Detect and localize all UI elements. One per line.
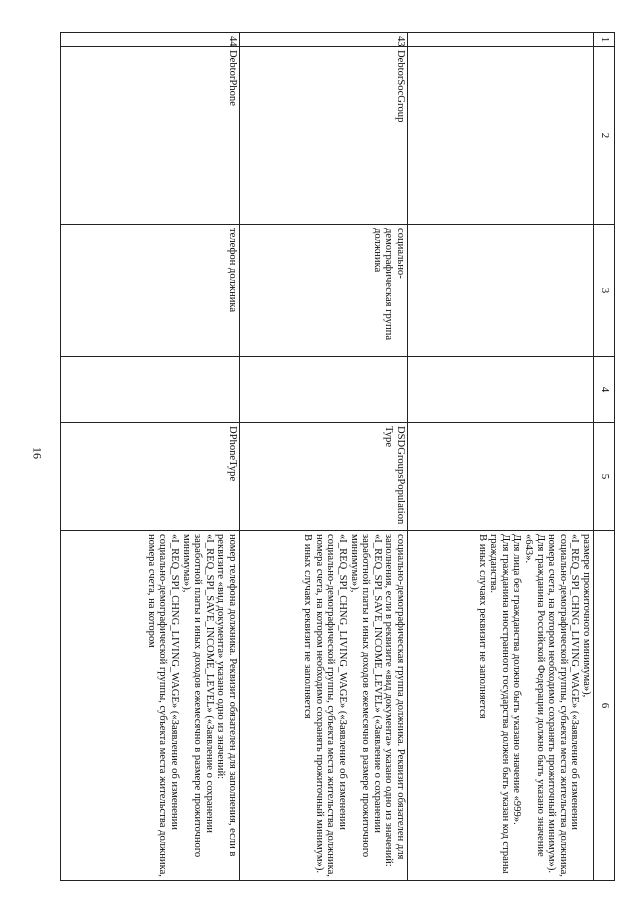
desc-line: «I_REQ_SPI_SAVE_INCOME_LEVEL» («Заявление о сохранении заработной платы и иных доходов ежемесячно в размере прожиточного минимума»),: [348, 534, 383, 858]
desc-line: Для гражданина Российской Федерации должно быть указано значение «643».: [523, 534, 546, 857]
header-cell: 4: [594, 357, 615, 423]
field-type: DSDGroupsPopulationType: [240, 423, 408, 531]
page-number: 16: [30, 447, 45, 459]
table-row: [408, 33, 594, 881]
desc-line: социально-демографическая группа должника. Реквизит обязателен для заполнения, если в реквизите «вид документа» указано одно из значений:: [383, 534, 406, 867]
desc-line: В иных случаях реквизит не заполняется: [476, 534, 488, 719]
field-type: [408, 423, 594, 531]
field-col4: [408, 357, 594, 423]
header-row: [594, 33, 615, 881]
table-row: [61, 33, 240, 881]
requisites-table: [60, 32, 615, 881]
header-cell: 5: [594, 423, 615, 531]
field-title: социально-демографическая группа должника: [240, 225, 408, 357]
row-number: 44: [61, 33, 240, 47]
desc-line: «I_REQ_SPI_CHNG_LIVING_WAGE» («Заявление об изменении социально-демографической группы, субъекта места жительства должника, номера счета, на котором необходимо сохранять прожиточный минимум»).: [546, 534, 581, 877]
header-cell: 3: [594, 225, 615, 357]
header-cell: 1: [594, 33, 615, 47]
field-col4: [240, 357, 408, 423]
rotated-table-wrapper: [70, 32, 615, 880]
field-type: DPhoneType: [61, 423, 240, 531]
field-name: DebtorPhone: [61, 47, 240, 225]
field-col4: [61, 357, 240, 423]
desc-line: Для лица без гражданства должно быть указано значение «999».: [511, 534, 523, 825]
field-description: [61, 531, 240, 881]
field-title: телефон должника: [61, 225, 240, 357]
header-cell: 2: [594, 47, 615, 225]
row-number: [408, 33, 594, 47]
table-row: [240, 33, 408, 881]
field-name: DebtorSocGroup: [240, 47, 408, 225]
desc-line: «I_REQ_SPI_SAVE_INCOME_LEVEL» («Заявление о сохранении заработной платы и иных доходов ежемесячно в размере прожиточного минимума»),: [180, 534, 215, 858]
desc-line: номер телефона должника. Реквизит обязателен для заполнения, если в реквизите «вид документа» указано одно из значений:: [215, 534, 238, 857]
row-number: 43: [240, 33, 408, 47]
desc-line: В иных случаях реквизит не заполняется: [302, 534, 314, 719]
desc-line: «I_REQ_SPI_CHNG_LIVING_WAGE» («Заявление об изменении социально-демографической группы, субъекта места жительства должника, номера счета, на котором: [145, 534, 181, 877]
desc-line: размере прожиточного минимума»),: [581, 534, 592, 698]
field-description: [240, 531, 408, 881]
field-title: [408, 225, 594, 357]
header-cell: 6: [594, 531, 615, 881]
field-name: [408, 47, 594, 225]
desc-line: Для гражданина иностранного государства должен быть указан код страны гражданства.: [488, 534, 511, 874]
field-description: [408, 531, 594, 881]
desc-line: «I_REQ_SPI_CHNG_LIVING_WAGE» («Заявление об изменении социально-демографической группы, субъекта места жительства должника, номера счета, на котором необходимо сохранять прожиточный минимум»).: [313, 534, 349, 877]
